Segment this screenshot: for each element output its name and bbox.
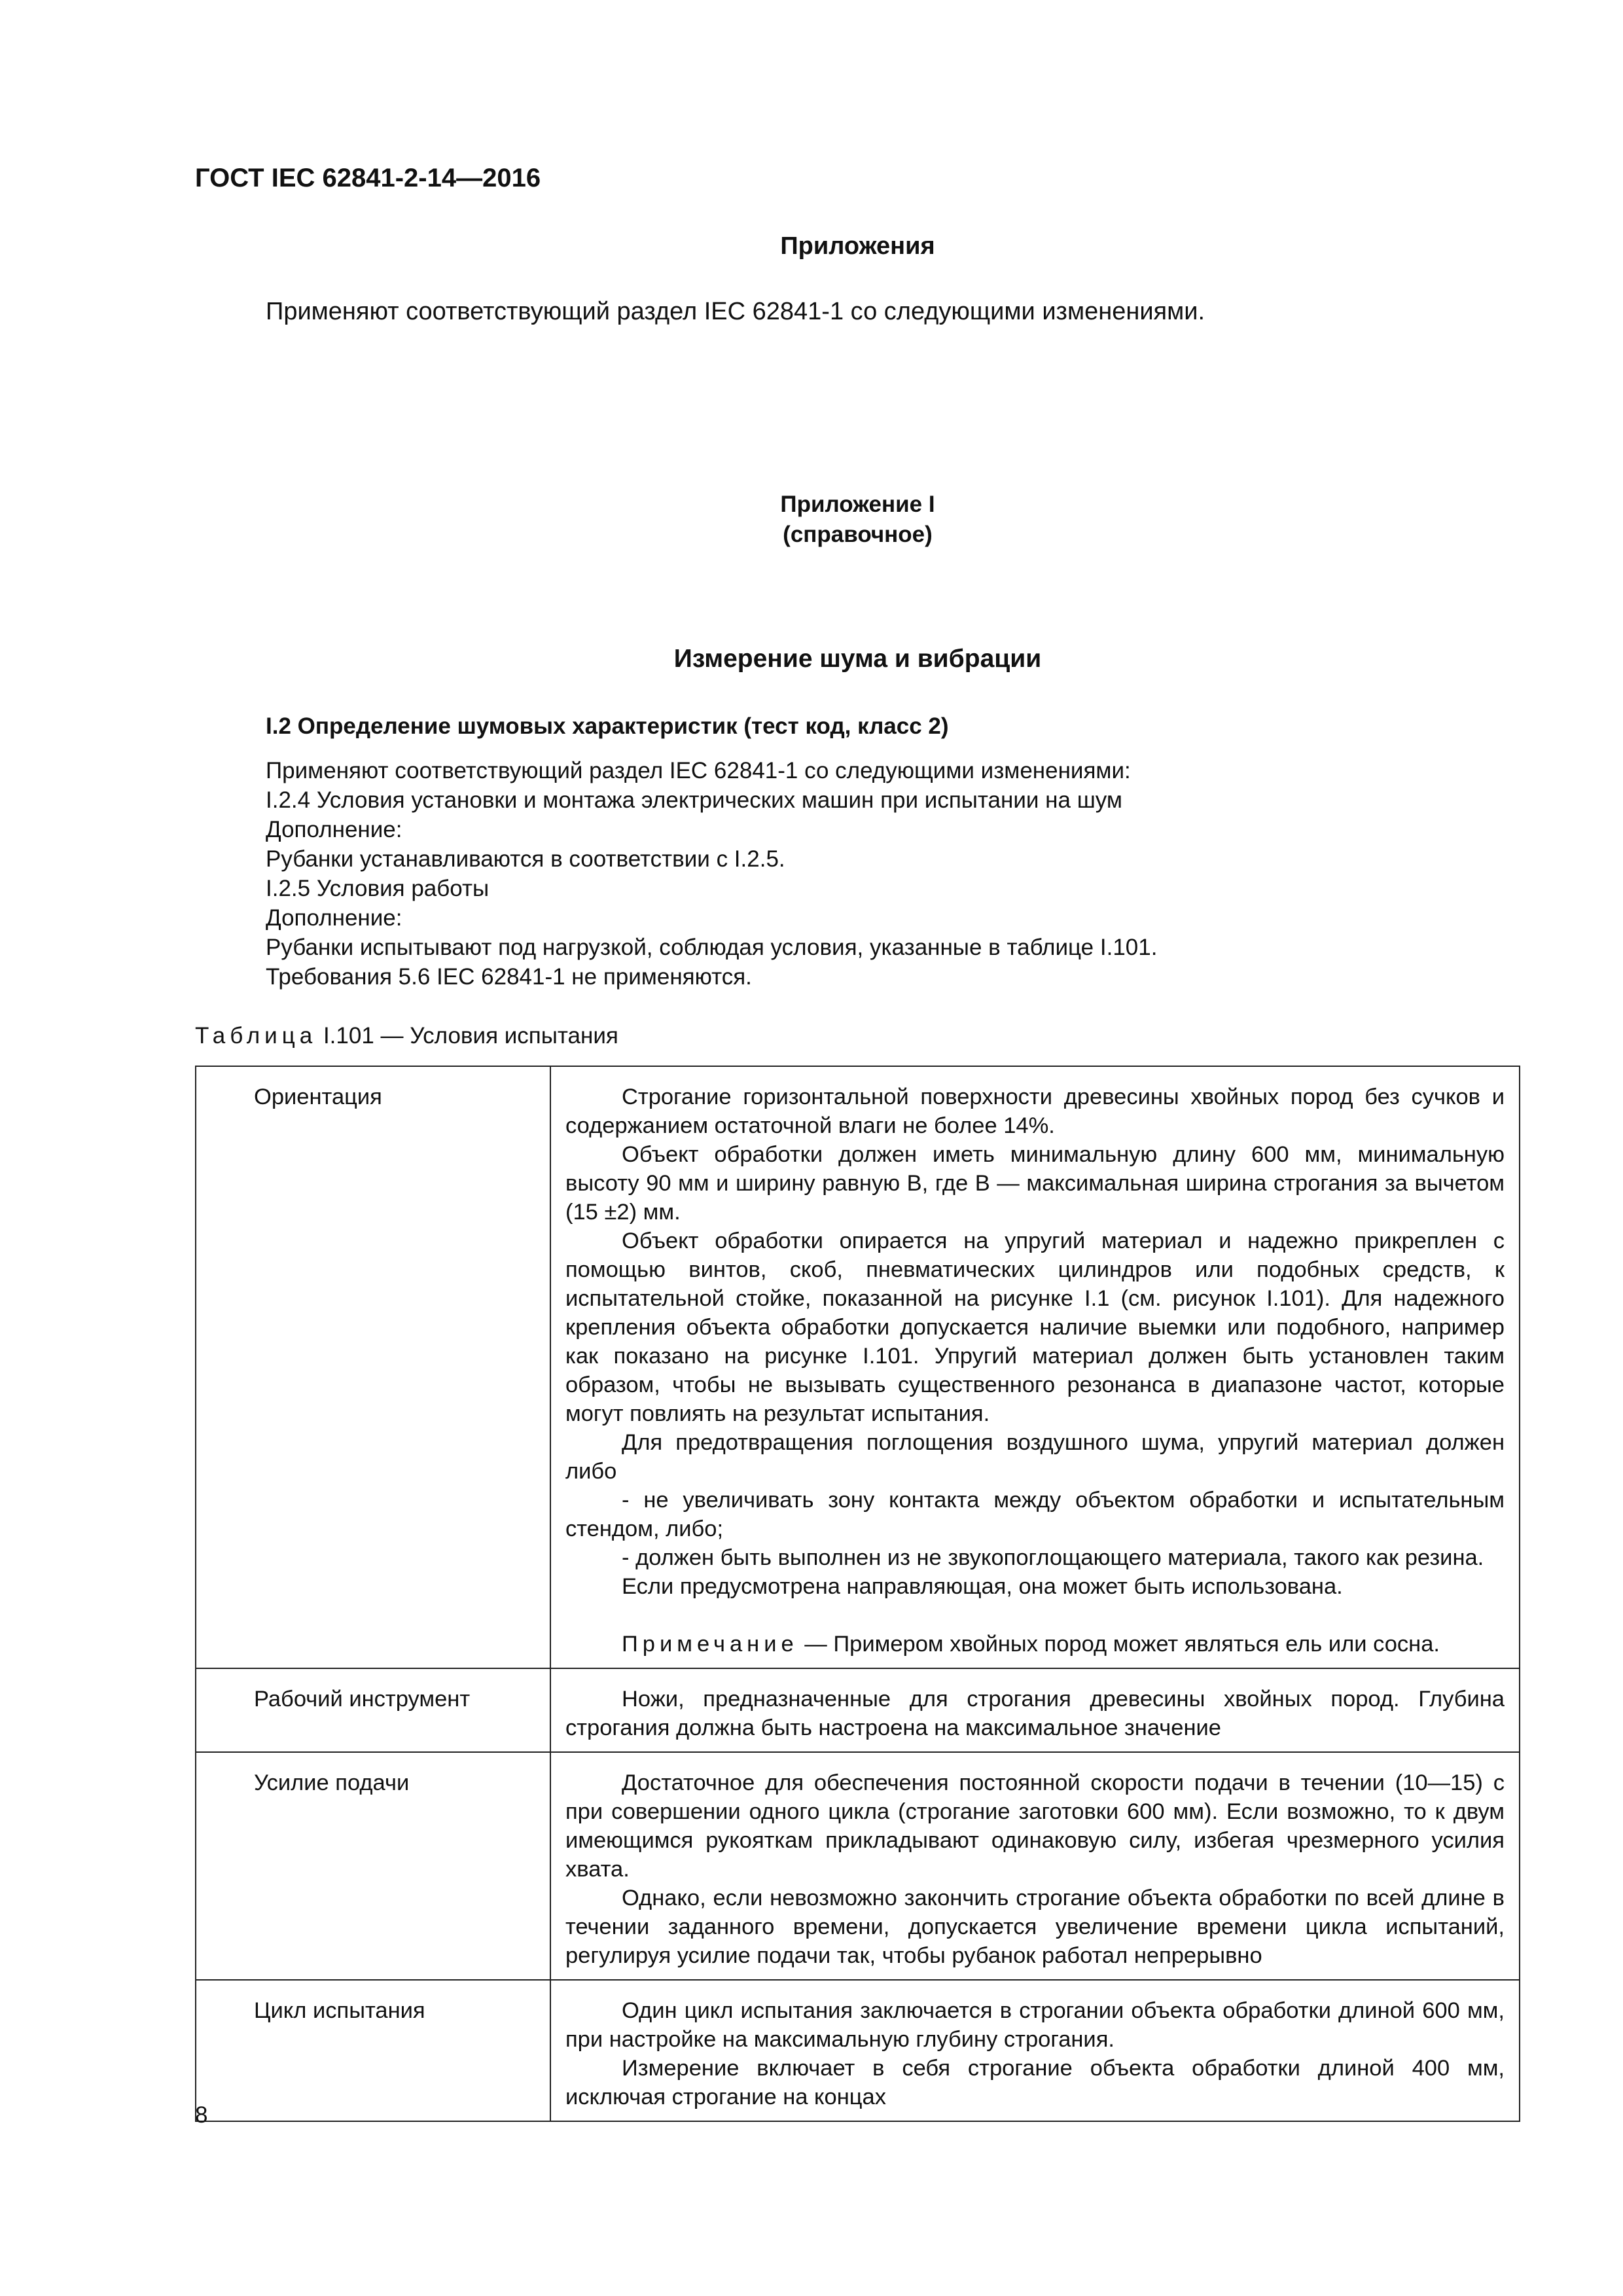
paragraph: Один цикл испытания заключается в строгании объекта обработки длиной 600 мм, при настройке на максимальную глубину строгания. bbox=[565, 1998, 1505, 2052]
section-body bbox=[266, 756, 1157, 992]
test-conditions-table bbox=[195, 1066, 1520, 2122]
paragraph: Однако, если невозможно закончить строгание объекта обработки по всей длине в течении заданного времени, допускается увеличение времени цикла испытаний, регулируя усилие подачи так, чтобы рубанок работал непрерывно bbox=[565, 1886, 1505, 1968]
note-text: — Примером хвойных пород может являться ель или сосна. bbox=[798, 1632, 1440, 1657]
appendix-heading bbox=[195, 490, 1520, 550]
paragraph: - не увеличивать зону контакта между объектом обработки и испытательным стендом, либо; bbox=[565, 1488, 1505, 1541]
appendices-intro-text: Применяют соответствующий раздел IEC 62841-1 со следующими изменениями. bbox=[266, 298, 1205, 325]
row-content bbox=[550, 1066, 1520, 1668]
row-label: Рабочий инструмент bbox=[196, 1668, 550, 1752]
page-number: 8 bbox=[195, 2102, 208, 2128]
section-line: I.2.4 Условия установки и монтажа электрических машин при испытании на шум bbox=[266, 787, 1122, 813]
appendices-heading: Приложения bbox=[780, 232, 935, 260]
table-row bbox=[196, 1668, 1520, 1752]
row-label: Усилие подачи bbox=[196, 1752, 550, 1980]
section-line: I.2.5 Условия работы bbox=[266, 876, 490, 901]
section-line: Применяют соответствующий раздел IEC 62841-1 со следующими изменениями: bbox=[266, 758, 1131, 783]
section-line: Требования 5.6 IEC 62841-1 не применяются. bbox=[266, 964, 752, 990]
paragraph: Достаточное для обеспечения постоянной скорости подачи в течении (10—15) с при совершении одного цикла (строгание заготовки 600 мм). Если возможно, то к двум имеющимся рукояткам прикладывают одинаковую силу, избегая чрезмерного усилия хвата. bbox=[565, 1770, 1505, 1882]
table-caption-prefix: Таблица bbox=[195, 1023, 317, 1049]
table-note bbox=[565, 1630, 1505, 1659]
table-row bbox=[196, 1752, 1520, 1980]
appendix-title: Измерение шума и вибрации bbox=[673, 645, 1042, 673]
appendix-name: Приложение I bbox=[780, 492, 935, 517]
row-content bbox=[550, 1752, 1520, 1980]
section-line: Рубанки устанавливаются в соответствии с I.2.5. bbox=[266, 846, 785, 872]
document-code-header: ГОСТ IEC 62841-2-14—2016 bbox=[195, 164, 541, 192]
row-content bbox=[550, 1980, 1520, 2121]
note-prefix: Примечание bbox=[622, 1632, 798, 1657]
paragraph: - должен быть выполнен из не звукопоглощающего материала, такого как резина. bbox=[622, 1545, 1484, 1570]
paragraph: Измерение включает в себя строгание объекта обработки длиной 400 мм, исключая строгание на концах bbox=[565, 2056, 1505, 2109]
row-label: Ориентация bbox=[196, 1066, 550, 1668]
table-row bbox=[196, 1980, 1520, 2121]
section-line: Рубанки испытывают под нагрузкой, соблюдая условия, указанные в таблице I.101. bbox=[266, 935, 1158, 960]
section-line: Дополнение: bbox=[266, 905, 402, 931]
section-line: Дополнение: bbox=[266, 817, 402, 842]
table-row bbox=[196, 1066, 1520, 1668]
paragraph: Строгание горизонтальной поверхности древесины хвойных пород без сучков и содержанием остаточной влаги не более 14%. bbox=[565, 1085, 1505, 1138]
paragraph: Ножи, предназначенные для строгания древесины хвойных пород. Глубина строгания должна быть настроена на максимальное значение bbox=[565, 1687, 1505, 1740]
paragraph: Объект обработки должен иметь минимальную длину 600 мм, минимальную высоту 90 мм и ширину равную B, где B — максимальная ширина строгания за вычетом (15 ±2) мм. bbox=[565, 1142, 1505, 1225]
section-title: I.2 Определение шумовых характеристик (тест код, класс 2) bbox=[266, 713, 949, 739]
appendix-status: (справочное) bbox=[783, 522, 933, 547]
paragraph: Если предусмотрена направляющая, она может быть использована. bbox=[622, 1574, 1343, 1599]
paragraph: Объект обработки опирается на упругий материал и надежно прикреплен с помощью винтов, скоб, пневматических цилиндров или подобных средств, к испытательной стойке, показанной на рисунке I.1 (см. рисунок I.101). Для надежного крепления объекта обработки допускается наличие выемки или подобного, например как показано на рисунке I.101. Упругий материал должен быть установлен таким образом, чтобы не вызывать существенного резонанса в диапазоне частот, которые могут повлиять на результат испытания. bbox=[565, 1229, 1505, 1426]
row-label: Цикл испытания bbox=[196, 1980, 550, 2121]
paragraph: Для предотвращения поглощения воздушного шума, упругий материал должен либо bbox=[565, 1430, 1505, 1484]
table-caption bbox=[195, 1023, 618, 1049]
table-caption-title: I.101 — Условия испытания bbox=[317, 1023, 618, 1049]
row-content bbox=[550, 1668, 1520, 1752]
